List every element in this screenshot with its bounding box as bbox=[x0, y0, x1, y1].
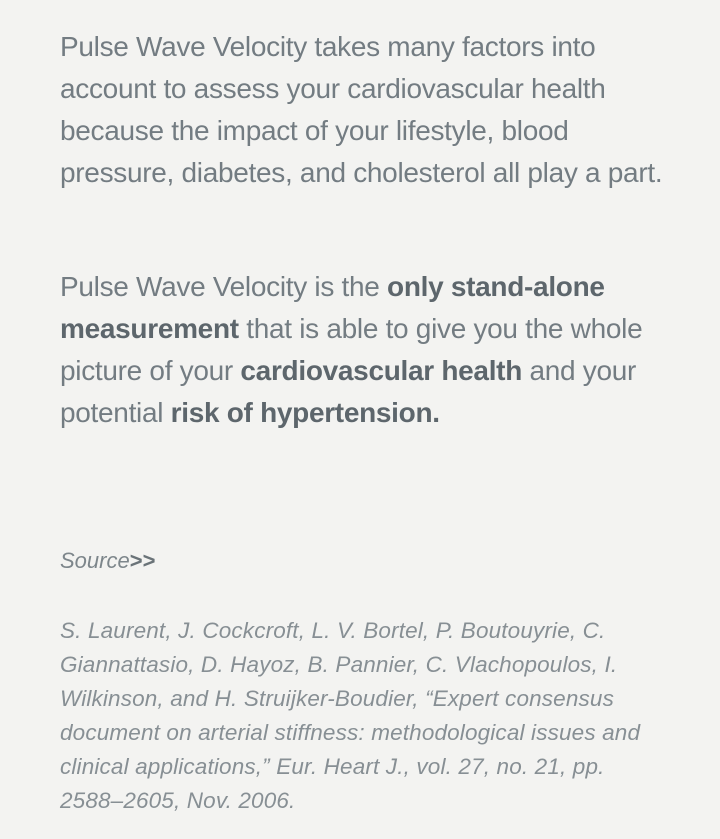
measurement-bold-1: only stand-alone measurement bbox=[60, 271, 605, 344]
intro-paragraph-text: Pulse Wave Velocity takes many factors into account to assess your cardiovascular health because the impact of your lifestyle, blood pressure, diabetes, and cholesterol all play a part. bbox=[60, 31, 663, 188]
source-link[interactable] bbox=[60, 546, 155, 576]
intro-paragraph bbox=[60, 26, 670, 194]
measurement-text-1: Pulse Wave Velocity is the bbox=[60, 271, 388, 302]
measurement-bold-3: risk of hypertension. bbox=[170, 397, 440, 428]
measurement-paragraph bbox=[60, 266, 670, 434]
measurement-text-2: that is able to give you the whole picture of your bbox=[60, 313, 643, 386]
measurement-bold-2: cardiovascular health bbox=[240, 355, 523, 386]
double-chevron-icon: >> bbox=[129, 548, 156, 573]
measurement-text-3: and your potential bbox=[60, 355, 637, 428]
source-label: Source bbox=[60, 548, 130, 573]
citation-text: S. Laurent, J. Cockcroft, L. V. Bortel, P. Boutouyrie, C. Giannattasio, D. Hayoz, B. Pannier, C. Vlachopoulos, I. Wilkinson, and H. Struijker-Boudier, “Expert consensus document on arterial stiffness: methodological issues and clinical applications,” Eur. Heart J., vol. 27, no. 21, pp. 2588–2605, Nov. 2006. bbox=[60, 618, 641, 813]
